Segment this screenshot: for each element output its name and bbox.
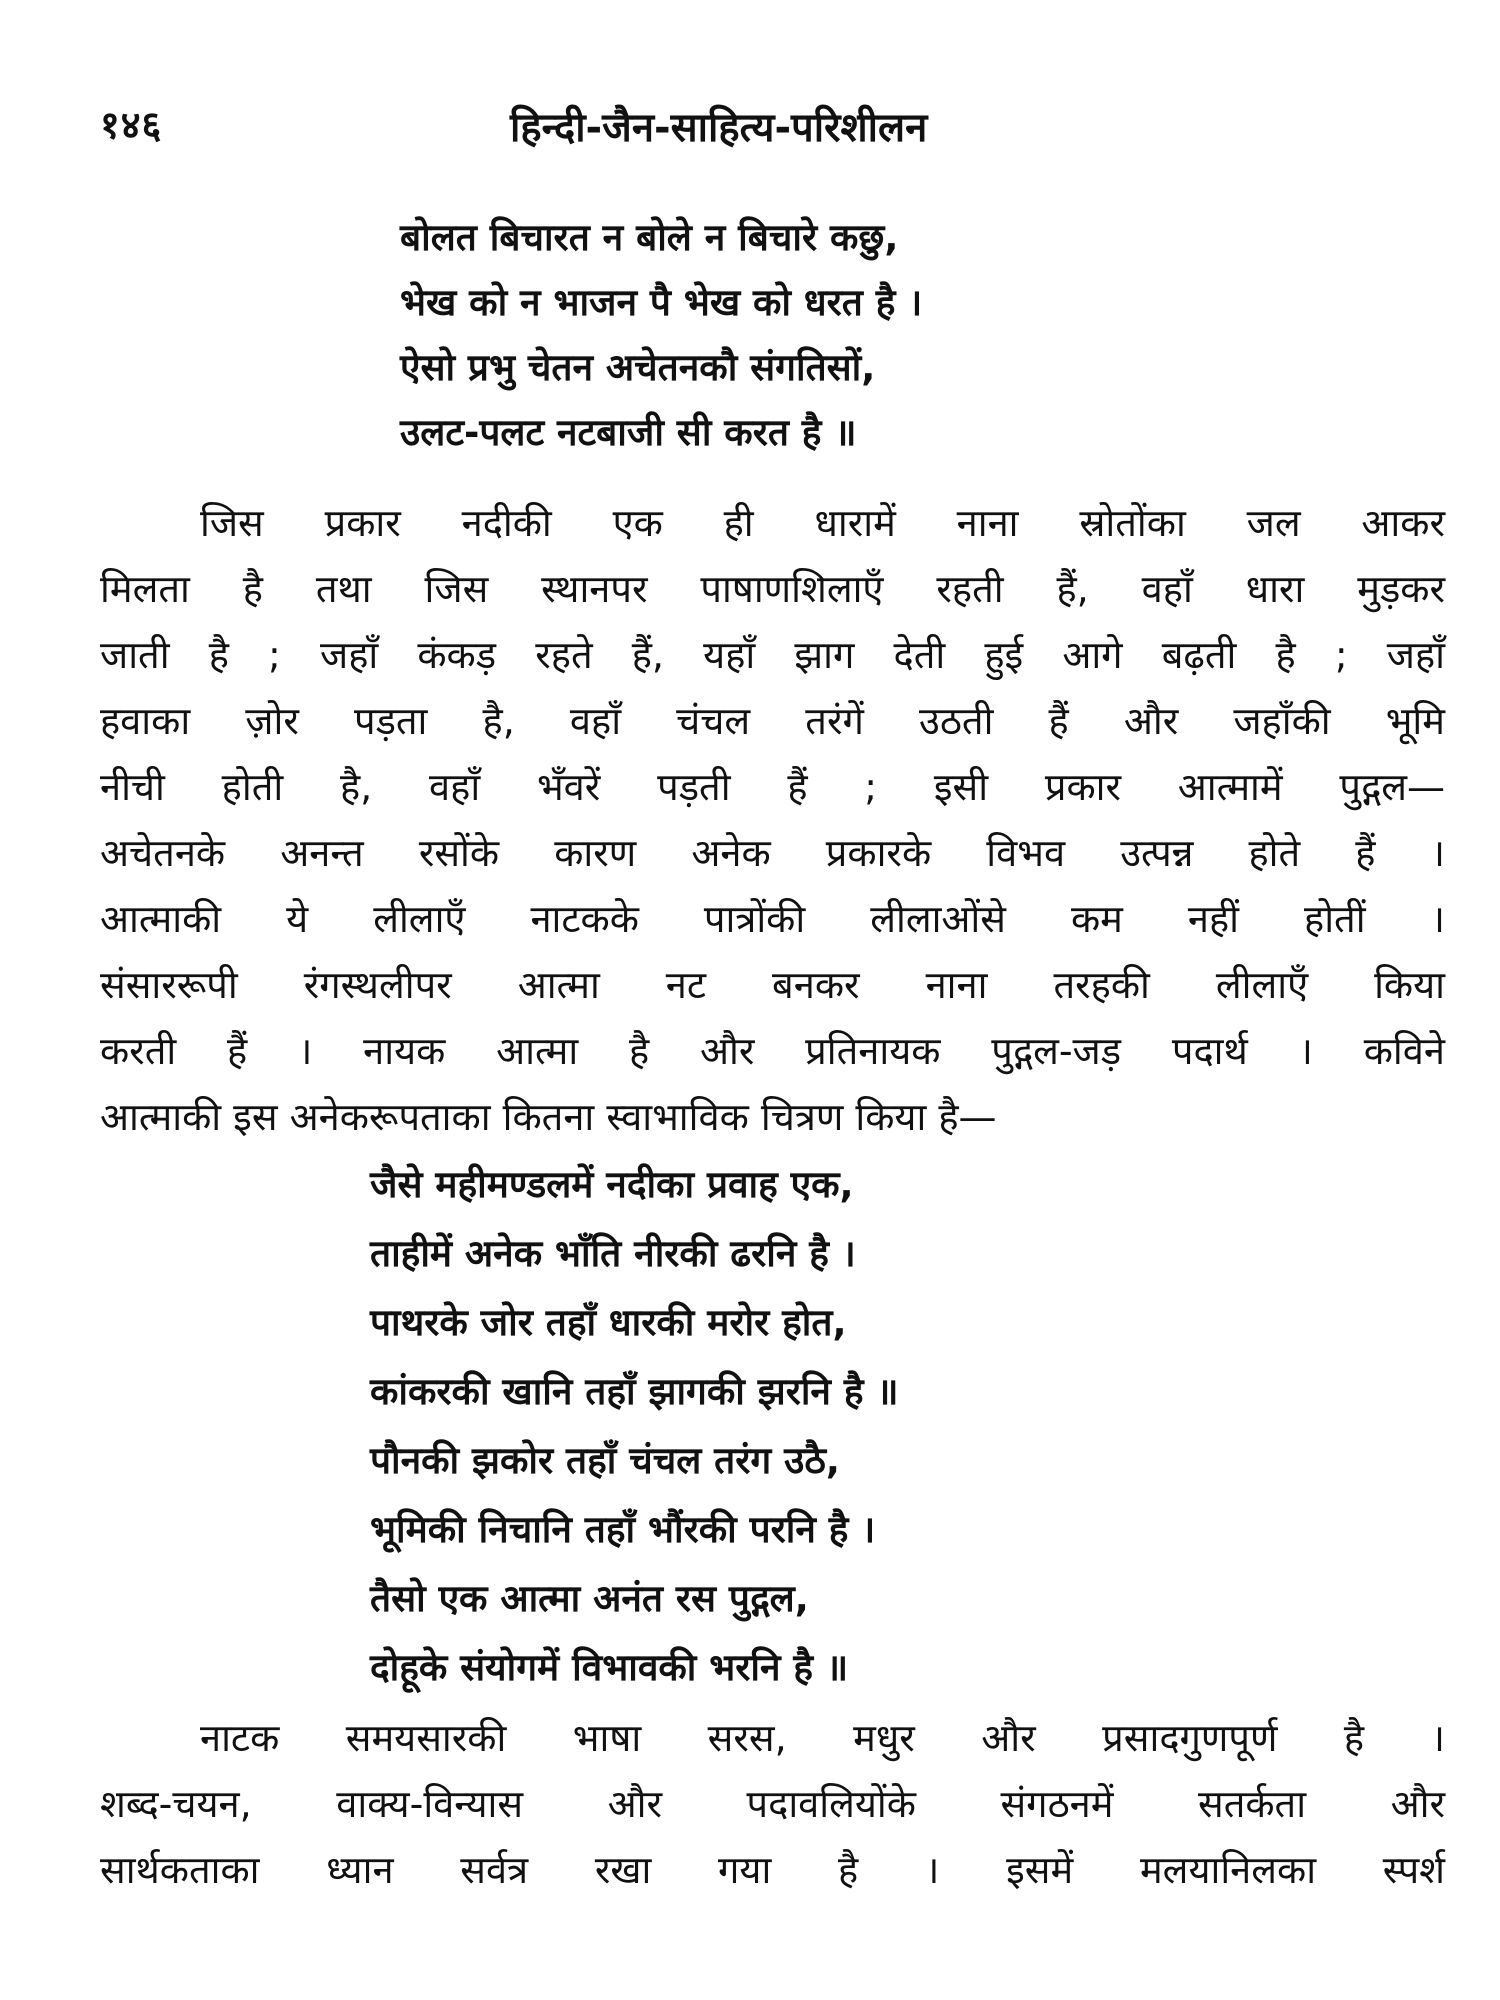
body-paragraph-2 [100,1705,1445,1903]
verse-block-1 [400,205,922,465]
verse-line: तैसो एक आत्मा अनंत रस पुद्गल, [370,1577,809,1620]
paragraph-line: अचेतनके अनन्त रसोंके कारण अनेक प्रकारके विभव उत्पन्न होते हैं । [100,831,1445,875]
verse-block-2 [370,1150,899,1702]
paragraph-line: आत्माकी इस अनेकरूपताका कितना स्वाभाविक चित्रण किया है— [100,1095,997,1139]
paragraph-line: मिलता है तथा जिस स्थानपर पाषाणशिलाएँ रहती हैं, वहाँ धारा मुड़कर [100,567,1445,611]
paragraph-line: आत्माकी ये लीलाएँ नाटकके पात्रोंकी लीलाओंसे कम नहीं होतीं । [100,897,1445,941]
paragraph-line: करती हैं । नायक आत्मा है और प्रतिनायक पुद्गल-जड़ पदार्थ । कविने [100,1029,1445,1073]
paragraph-line: नाटक समयसारकी भाषा सरस, मधुर और प्रसादगुणपूर्ण है । [200,1716,1445,1760]
body-paragraph-1 [100,490,1445,1150]
paragraph-line: जाती है ; जहाँ कंकड़ रहते हैं, यहाँ झाग देती हुई आगे बढ़ती है ; जहाँ [100,633,1445,677]
page-number: १४६ [100,103,163,147]
paragraph-line: शब्द-चयन, वाक्य-विन्यास और पदावलियोंके संगठनमें सतर्कता और [100,1782,1445,1826]
verse-line: ऐसो प्रभु चेतन अचेतनकौ संगतिसों, [400,346,876,389]
paragraph-line: नीची होती है, वहाँ भँवरें पड़ती हैं ; इसी प्रकार आत्मामें पुद्गल— [100,765,1445,809]
verse-line: भूमिकी निचानि तहाँ भौंरकी परनि है । [370,1508,876,1551]
paragraph-line: हवाका ज़ोर पड़ता है, वहाँ चंचल तरंगें उठती हैं और जहाँकी भूमि [100,699,1445,743]
page-header [100,98,1440,158]
verse-line: दोहूके संयोगमें विभावकी भरनि है ॥ [370,1646,849,1689]
verse-line: ताहीमें अनेक भाँति नीरकी ढरनि है । [370,1232,856,1275]
paragraph-line: जिस प्रकार नदीकी एक ही धारामें नाना स्रोतोंका जल आकर [200,501,1445,545]
verse-line: भेख को न भाजन पै भेख को धरत है । [400,281,923,324]
running-title: हिन्दी-जैन-साहित्य-परिशीलन [510,105,928,151]
verse-line: पाथरके जोर तहाँ धारकी मरोर होत, [370,1301,847,1344]
verse-line: पौनकी झकोर तहाँ चंचल तरंग उठै, [370,1439,840,1482]
paragraph-line: सार्थकताका ध्यान सर्वत्र रखा गया है । इसमें मलयानिलका स्पर्श [100,1848,1445,1892]
verse-line: बोलत बिचारत न बोले न बिचारे कछु, [400,216,899,259]
verse-line: जैसे महीमण्डलमें नदीका प्रवाह एक, [370,1163,854,1206]
verse-line: कांकरकी खानि तहाँ झागकी झरनि है ॥ [370,1370,899,1413]
verse-line: उलट-पलट नटबाजी सी करत है ॥ [400,411,857,454]
paragraph-line: संसाररूपी रंगस्थलीपर आत्मा नट बनकर नाना तरहकी लीलाएँ किया [100,963,1445,1007]
